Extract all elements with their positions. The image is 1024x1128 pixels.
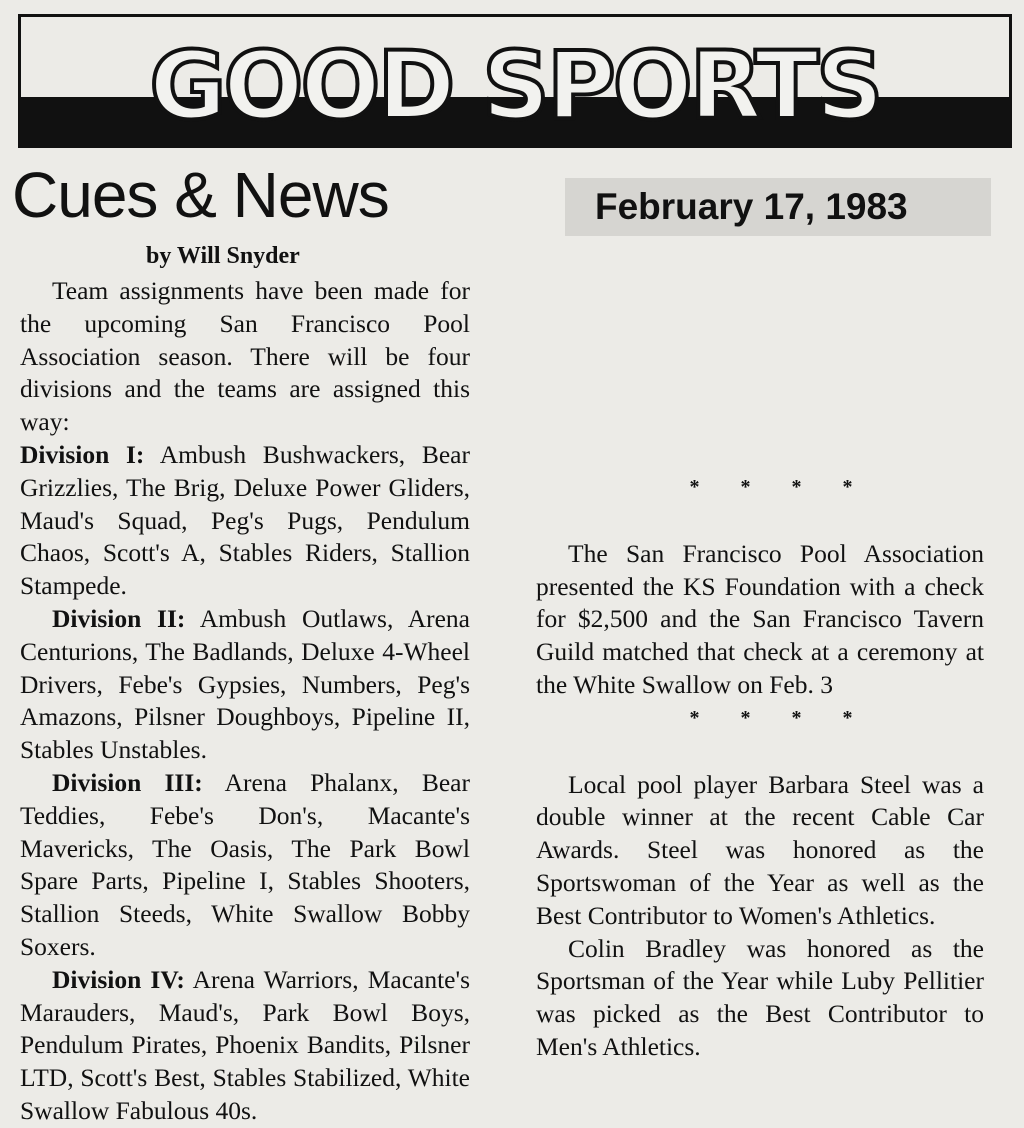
division-4-teams: Arena Warriors, Macante's Marauders, Maud's, Park Bowl Boys, Pendulum Pirates, Phoenix Bandits, Pilsner LTD, Scott's Best, Stables Stabilized, White Swallow Fabulous 40s. bbox=[20, 964, 470, 1125]
foundation-paragraph: The San Francisco Pool Association presented the KS Foundation with a check for $2,500 and the San Francisco Tavern Guild matched that check at a ceremony at the White Swallow on Feb. 3 bbox=[536, 538, 984, 699]
section-separator-2: * * * * bbox=[689, 706, 871, 729]
division-4-label: Division IV: bbox=[52, 964, 185, 994]
masthead-banner bbox=[18, 14, 1012, 148]
article-column-left bbox=[20, 275, 470, 1128]
division-1-paragraph bbox=[20, 439, 470, 603]
intro-paragraph: Team assignments have been made for the upcoming San Francisco Pool Association season. There will be four divisions and the teams are assigned this way: bbox=[20, 276, 470, 437]
division-2-label: Division II: bbox=[52, 603, 186, 633]
division-2-teams: Ambush Outlaws, Arena Centurions, The Badlands, Deluxe 4-Wheel Drivers, Febe's Gypsies, Numbers, Peg's Amazons, Pilsner Doughboys, Pipeline II, Stables Unstables. bbox=[20, 603, 470, 765]
division-1-label: Division I: bbox=[20, 439, 145, 469]
separator-gap bbox=[536, 504, 984, 538]
division-1-teams: Ambush Bushwackers, Bear Grizzlies, The Brig, Deluxe Power Gliders, Maud's Squad, Peg's Pugs, Pendulum Chaos, Scott's A, Stables Riders, Stallion Stampede. bbox=[20, 439, 470, 601]
byline: by Will Snyder bbox=[146, 243, 300, 269]
bradley-paragraph: Colin Bradley was honored as the Sportsman of the Year while Luby Pellitier was picked as the Best Contributor to Men's Athletics. bbox=[536, 933, 984, 1061]
division-3-label: Division III: bbox=[52, 767, 203, 797]
banner-title: GOOD SPORTS bbox=[149, 32, 881, 141]
division-4-continuation-space bbox=[536, 275, 984, 471]
issue-date: February 17, 1983 bbox=[595, 186, 908, 227]
division-2-paragraph bbox=[20, 603, 470, 767]
article-column-right bbox=[536, 275, 984, 1064]
division-3-teams: Arena Phalanx, Bear Teddies, Febe's Don's, Macante's Mavericks, The Oasis, The Park Bowl Spare Parts, Pipeline I, Stables Shooters, Stallion Steeds, White Swallow Bobby Soxers. bbox=[20, 767, 470, 961]
division-3-paragraph bbox=[20, 767, 470, 964]
separator-gap bbox=[536, 735, 984, 769]
steel-paragraph: Local pool player Barbara Steel was a double winner at the recent Cable Car Awards. Steel was honored as the Sportswoman of the Year as well as the Best Contributor to Women's Athletics. bbox=[536, 769, 984, 930]
column-headline: Cues & News bbox=[12, 159, 389, 231]
section-separator-1: * * * * bbox=[689, 476, 871, 498]
division-4-paragraph bbox=[20, 964, 470, 1128]
